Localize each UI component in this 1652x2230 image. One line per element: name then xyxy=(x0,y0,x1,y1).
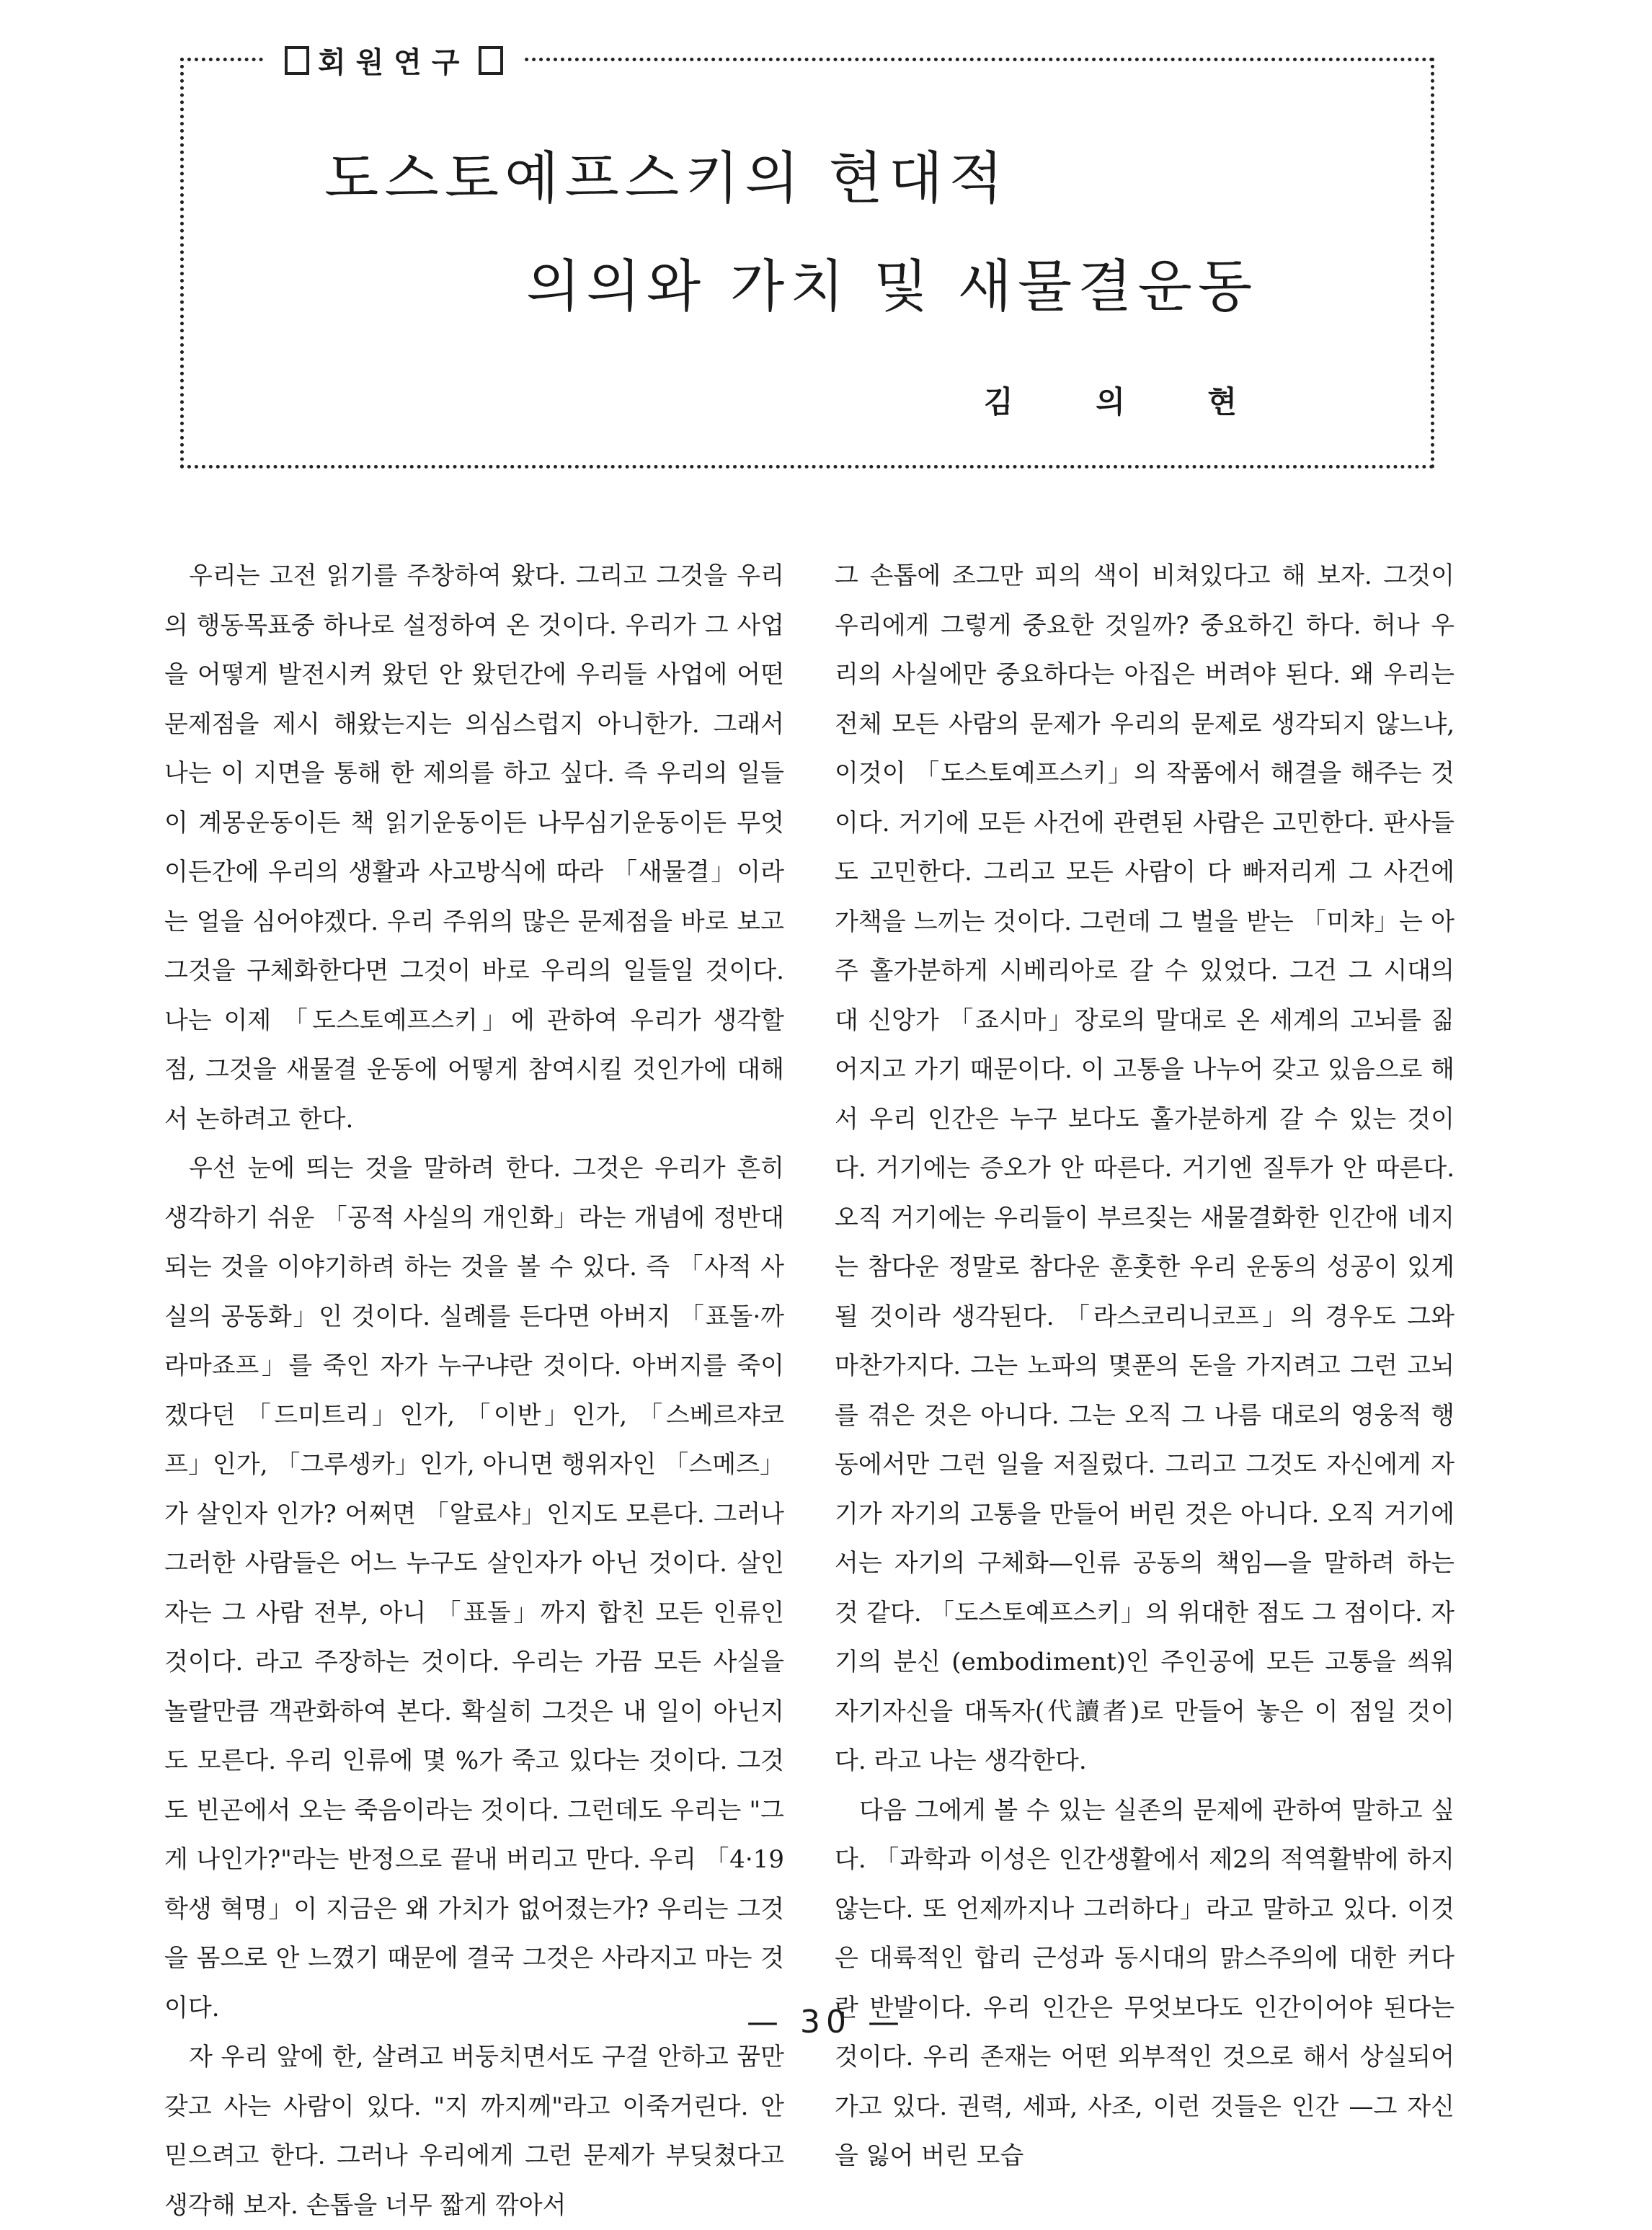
square-bracket-icon xyxy=(285,46,309,75)
author-name: 김 의 현 xyxy=(984,384,1237,419)
paragraph: 우리는 고전 읽기를 주창하여 왔다. 그리고 그것을 우리의 행동목표중 하나로 설정하여 온 것이다. 우리가 그 사업을 어떻게 발전시켜 왔던 안 왔던간에 우리들 사업에 어떤 문제점을 제시 해왔는지는 의심스럽지 아니한가. 그래서 나는 이 지면을 통해 한 제의를 하고 싶다. 즉 우리의 일들이 계몽운동이든 책 읽기운동이든 나무심기운동이든 무엇이든간에 우리의 생활과 사고방식에 따라 「새물결」이라는 얼을 심어야겠다. 우리 주위의 많은 문제점을 바로 보고 그것을 구체화한다면 그것이 바로 우리의 일들일 것이다. 나는 이제 「도스토예프스키」에 관하여 우리가 생각할 점, 그것을 새물결 운동에 어떻게 참여시킬 것인가에 대해서 논하려고 한다. xyxy=(164,561,784,1134)
article-title-line2: 의의와 가치 및 새물결운동 xyxy=(526,254,1258,319)
section-label-text: 회원연구 xyxy=(318,46,470,79)
left-column xyxy=(164,551,784,2230)
right-column xyxy=(835,551,1455,2181)
paragraph: 그 손톱에 조그만 피의 색이 비쳐있다고 해 보자. 그것이 우리에게 그렇게 중요한 것일까? 중요하긴 하다. 허나 우리의 사실에만 중요하다는 아집은 버려야 된다. 왜 우리는 전체 모든 사람의 문제가 우리의 문제로 생각되지 않느냐, 이것이 「도스토예프스키」의 작품에서 해결을 해주는 것이다. 거기에 모든 사건에 관련된 사람은 고민한다. 판사들도 고민한다. 그리고 모든 사람이 다 빠저리게 그 사건에 가책을 느끼는 것이다. 그런데 그 벌을 받는 「미챠」는 아주 홀가분하게 시베리아로 갈 수 있었다. 그건 그 시대의 대 신앙가 「죠시마」장로의 말대로 온 세계의 고뇌를 짊어지고 가기 때문이다. 이 고통을 나누어 갖고 있음으로 해서 우리 인간은 누구 보다도 홀가분하게 갈 수 있는 것이다. 거기에는 증오가 안 따른다. 거기엔 질투가 안 따른다. 오직 거기에는 우리들이 부르짖는 새물결화한 인간애 네지는 참다운 정말로 참다운 훈훗한 우리 운동의 성공이 있게 될 것이라 생각된다. 「라스코리니코프」의 경우도 그와 마찬가지다. 그는 노파의 몇푼의 돈을 가지려고 그런 고뇌를 겪은 것은 아니다. 그는 오직 그 나름 대로의 영웅적 행동에서만 그런 일을 저질렀다. 그리고 그것도 자신에게 자기가 자기의 고통을 만들어 버린 것은 아니다. 오직 거기에서는 자기의 구체화—인류 공동의 책임—을 말하려 하는 것 같다. 「도스토예프스키」의 위대한 점도 그 점이다. 자기의 분신 (embodiment)인 주인공에 모든 고통을 씌워 자기자신을 대독자(代讀者)로 만들어 놓은 이 점일 것이다. 라고 나는 생각한다. xyxy=(835,561,1455,1775)
paragraph: 다음 그에게 볼 수 있는 실존의 문제에 관하여 말하고 싶다. 「과학과 이성은 인간생활에서 제2의 적역활밖에 하지 않는다. 또 언제까지나 그러하다」라고 말하고 있다. 이것은 대륙적인 합리 근성과 동시대의 맑스주의에 대한 커다란 반발이다. 우리 인간은 무엇보다도 인간이어야 된다는 것이다. 우리 존재는 어떤 외부적인 것으로 해서 상실되어 가고 있다. 권력, 세파, 사조, 이런 것들은 인간 —그 자신을 잃어 버린 모습 xyxy=(835,1795,1455,2170)
paragraph: 우선 눈에 띄는 것을 말하려 한다. 그것은 우리가 흔히 생각하기 쉬운 「공적 사실의 개인화」라는 개념에 정반대되는 것을 이야기하려 하는 것을 볼 수 있다. 즉 「사적 사실의 공동화」인 것이다. 실례를 든다면 아버지 「표돌·까라마죠프」를 죽인 자가 누구냐란 것이다. 아버지를 죽이겠다던 「드미트리」인가, 「이반」인가, 「스베르쟈코프」인가, 「그루셍카」인가, 아니면 행위자인 「스메즈」가 살인자 인가? 어쩌면 「알료샤」인지도 모른다. 그러나 그러한 사람들은 어느 누구도 살인자가 아닌 것이다. 살인자는 그 사람 전부, 아니 「표돌」까지 합친 모든 인류인 것이다. 라고 주장하는 것이다. 우리는 가끔 모든 사실을 놀랄만큼 객관화하여 본다. 확실히 그것은 내 일이 아닌지도 모른다. 우리 인류에 몇 %가 죽고 있다는 것이다. 그것도 빈곤에서 오는 죽음이라는 것이다. 그런데도 우리는 "그게 나인가?"라는 반정으로 끝내 버리고 만다. 우리 「4·19학생 혁명」이 지금은 왜 가치가 없어졌는가? 우리는 그것을 몸으로 안 느꼈기 때문에 결국 그것은 사라지고 마는 것이다. xyxy=(164,1154,784,2022)
paragraph: 자 우리 앞에 한, 살려고 버둥치면서도 구걸 안하고 꿈만 갖고 사는 사람이 있다. "지 까지께"라고 이죽거린다. 안 믿으려고 한다. 그러나 우리에게 그런 문제가 부딪쳤다고 생각해 보자. 손톱을 너무 짧게 깎아서 xyxy=(164,2043,784,2220)
article-header-box xyxy=(180,46,1434,468)
section-label xyxy=(263,40,525,81)
article-title-line1: 도스토예프스키의 현대적 xyxy=(324,146,1009,211)
page-number: — 30 — xyxy=(747,2004,905,2040)
square-bracket-icon xyxy=(479,46,503,75)
